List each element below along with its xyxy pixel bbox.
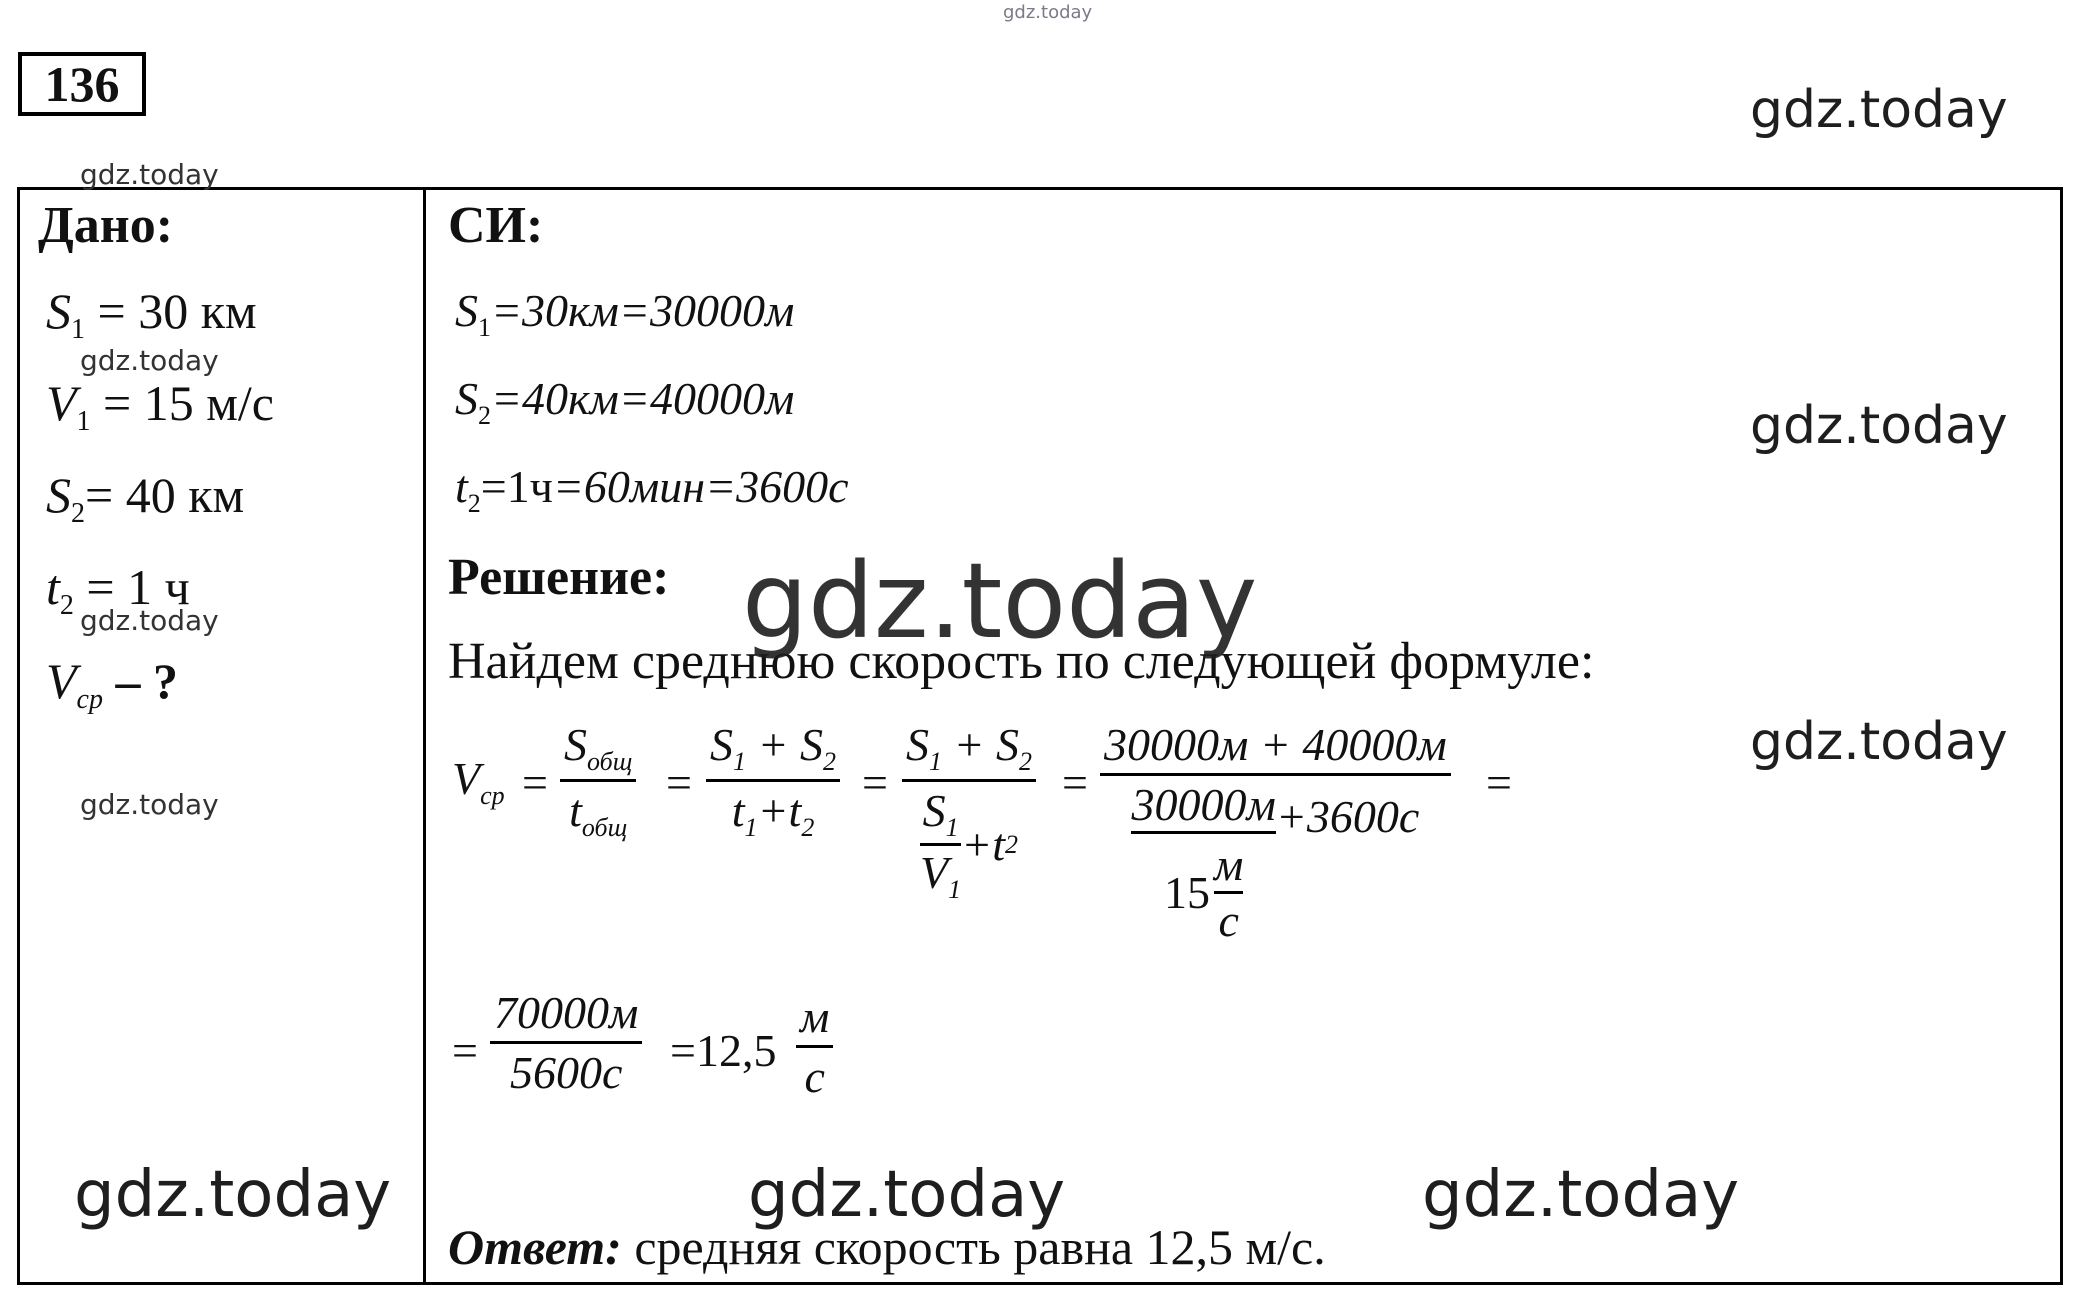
result-value: =12,5: [670, 1025, 777, 1076]
given-find: $V_{ср}$ – ?: [46, 653, 178, 715]
watermark: gdz.today: [1750, 712, 2008, 772]
frac-numeric: 30000м + 40000м 30000м 15 м с +3600с: [1100, 718, 1451, 947]
eq-5: =: [1486, 757, 1512, 808]
given-title: Дано:: [38, 197, 174, 254]
watermark: gdz.today: [1750, 80, 2008, 140]
given-s1: $S_1 = 30$ км: [46, 283, 257, 345]
answer: Ответ: средняя скорость равна 12,5 м/с.: [448, 1219, 1326, 1275]
watermark-top: gdz.today: [1003, 2, 1093, 23]
formula-lhs: $V_{ср}$: [452, 753, 505, 810]
given-t2: $t_2 = 1$ ч: [46, 559, 190, 621]
solution-title: Решение:: [448, 549, 670, 606]
si-line-2: $S_2=40км=40000м$: [455, 373, 795, 430]
watermark: gdz.today: [80, 344, 219, 377]
given-s2: $S_2= 40$ км: [46, 467, 245, 529]
eq-6: =: [452, 1025, 478, 1076]
si-line-1: $S_1=30км=30000м$: [455, 285, 795, 342]
eq-3: =: [862, 757, 888, 808]
eq-4: =: [1062, 757, 1088, 808]
eq-1: =: [522, 757, 548, 808]
watermark: gdz.today: [1422, 1158, 1740, 1232]
frac-result: 70000м 5600с: [490, 986, 642, 1099]
watermark-large: gdz.today: [742, 540, 1258, 662]
solution-text: Найдем среднюю скорость по следующей формуле:: [448, 633, 1595, 690]
si-line-3: $t_2=1ч=60мин=3600с$: [455, 461, 849, 518]
watermark: gdz.today: [1750, 396, 2008, 456]
column-divider: [423, 187, 426, 1285]
given-v1: $V_1 = 15$ м/с: [46, 375, 274, 437]
result-unit: м с: [796, 990, 833, 1103]
frac-sum: $\frac{S_1 + S_2}{t_1+t_2}$: [706, 718, 840, 843]
eq-2: =: [666, 757, 692, 808]
si-title: СИ:: [448, 197, 544, 254]
problem-number: 136: [18, 52, 146, 116]
watermark: gdz.today: [80, 158, 219, 191]
watermark: gdz.today: [748, 1158, 1066, 1232]
frac-expanded: $S_1 + S_2$ $S_1$ $V_1$ +t 2: [902, 718, 1036, 905]
watermark: gdz.today: [74, 1158, 392, 1232]
frac-total: $S_{общ}$ $t_{общ}$: [560, 718, 636, 843]
watermark: gdz.today: [80, 788, 219, 821]
watermark: gdz.today: [80, 604, 219, 637]
